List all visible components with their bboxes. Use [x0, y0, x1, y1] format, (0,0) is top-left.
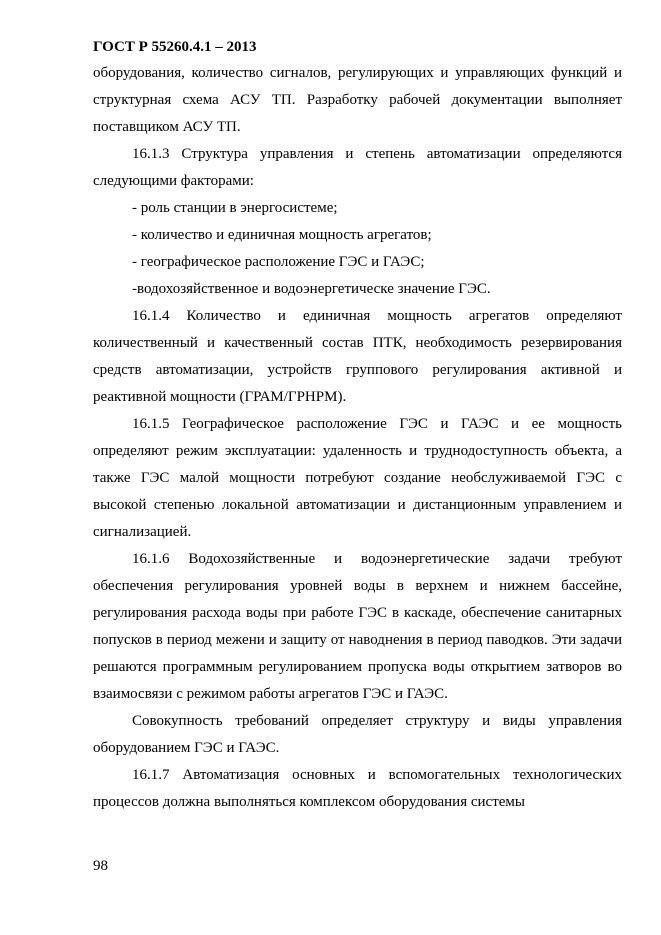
list-item: - географическое расположение ГЭС и ГАЭС; [132, 254, 425, 270]
paragraph-16-1-4: 16.1.4 Количество и единичная мощность агрегатов определяют количественный и качественный состав ПТК, необходимость резервирования средств автоматизации, устройств группового регулирования активной и реактивной мощности (ГРАМ/ГРНРМ). [93, 308, 622, 405]
list-item: -водохозяйственное и водоэнергетическе значение ГЭС. [132, 281, 491, 297]
paragraph-16-1-5: 16.1.5 Географическое расположение ГЭС и ГАЭС и ее мощность определяют режим эксплуатации: удаленность и труднодоступность объекта, а также ГЭС малой мощности потребуют создание необслуживаемой ГЭС с высокой степенью локальной автоматизации и дистанционным управлением и сигнализацией. [93, 416, 622, 540]
document-body [93, 60, 622, 816]
paragraph-summary: Совокупность требований определяет структуру и виды управления оборудованием ГЭС и ГАЭС. [93, 713, 622, 756]
paragraph-16-1-6: 16.1.6 Водохозяйственные и водоэнергетические задачи требуют обеспечения регулирования уровней воды в верхнем и нижнем бассейне, регулирования расхода воды при работе ГЭС в каскаде, обеспечение санитарных попусков в период межени и защиту от наводнения в период паводков. Эти задачи решаются программным регулированием пропуска воды открытием затворов во взаимосвязи с режимом работы агрегатов ГЭС и ГАЭС. [93, 551, 622, 702]
page-number: 98 [93, 858, 108, 874]
list-item: - роль станции в энергосистеме; [132, 200, 338, 216]
list-item: - количество и единичная мощность агрегатов; [132, 227, 432, 243]
paragraph-16-1-3: 16.1.3 Структура управления и степень автоматизации определяются следующими факторами: [93, 146, 622, 189]
paragraph-16-1-7: 16.1.7 Автоматизация основных и вспомогательных технологических процессов должна выполняться комплексом оборудования системы [93, 767, 622, 810]
paragraph-intro: оборудования, количество сигналов, регулирующих и управляющих функций и структурная схема АСУ ТП. Разработку рабочей документации выполняет поставщиком АСУ ТП. [93, 65, 622, 135]
document-header: ГОСТ Р 55260.4.1 – 2013 [93, 39, 257, 55]
